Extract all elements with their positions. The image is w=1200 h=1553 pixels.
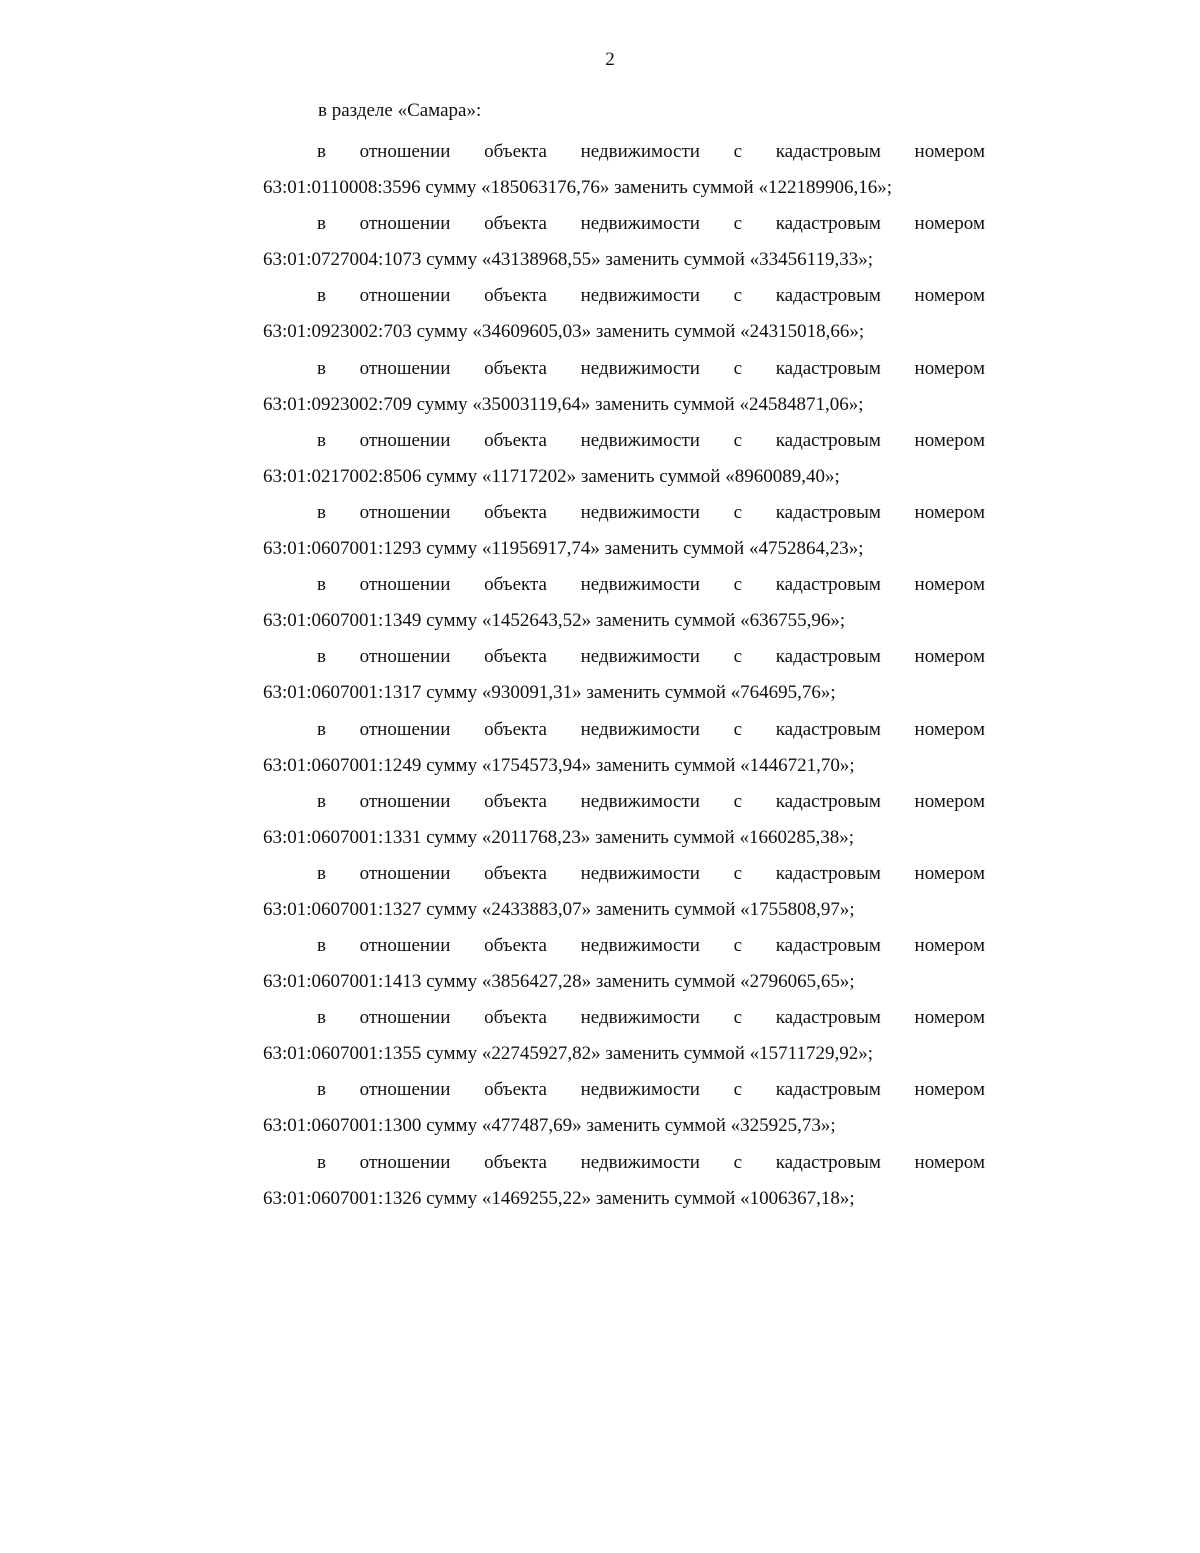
entry-text: 63:01:0607001:1327 сумму «2433883,07» заменить суммой «1755808,97»; — [263, 898, 855, 920]
list-item — [263, 567, 985, 639]
entry-intro-line: в отношении объекта недвижимости с кадастровым номером — [317, 213, 985, 235]
entry-text: 63:01:0607001:1317 сумму «930091,31» заменить суммой «764695,76»; — [263, 682, 836, 704]
entry-intro-line: в отношении объекта недвижимости с кадастровым номером — [317, 357, 985, 379]
entries-list — [263, 134, 985, 1217]
list-item — [263, 495, 985, 567]
entry-intro-line: в отношении объекта недвижимости с кадастровым номером — [317, 141, 985, 162]
list-item — [263, 639, 985, 711]
page-number: 2 — [605, 49, 615, 70]
entry-intro-line: в отношении объекта недвижимости с кадастровым номером — [317, 646, 985, 668]
section-heading: в разделе «Самара»: — [318, 100, 482, 121]
entry-text: 63:01:0923002:709 сумму «35003119,64» заменить суммой «24584871,06»; — [263, 393, 864, 415]
entry-text: 63:01:0217002:8506 сумму «11717202» заменить суммой «8960089,40»; — [263, 465, 840, 487]
entry-text: 63:01:0110008:3596 сумму «185063176,76» заменить суммой «122189906,16»; — [263, 177, 892, 198]
entry-intro-line: в отношении объекта недвижимости с кадастровым номером — [317, 862, 985, 884]
list-item — [263, 423, 985, 495]
entry-text: 63:01:0607001:1249 сумму «1754573,94» заменить суммой «1446721,70»; — [263, 754, 855, 776]
list-item — [263, 712, 985, 784]
list-item — [263, 784, 985, 856]
entry-intro-line: в отношении объекта недвижимости с кадастровым номером — [317, 501, 985, 523]
entry-text: 63:01:0727004:1073 сумму «43138968,55» заменить суммой «33456119,33»; — [263, 249, 873, 271]
list-item — [263, 278, 985, 350]
list-item — [263, 928, 985, 1000]
entry-text: 63:01:0607001:1326 сумму «1469255,22» заменить суммой «1006367,18»; — [263, 1187, 855, 1209]
list-item — [263, 351, 985, 423]
entry-text: 63:01:0923002:703 сумму «34609605,03» заменить суммой «24315018,66»; — [263, 321, 865, 343]
list-item — [263, 1072, 985, 1144]
entry-intro-line: в отношении объекта недвижимости с кадастровым номером — [317, 285, 985, 307]
entry-intro-line: в отношении объекта недвижимости с кадастровым номером — [317, 935, 985, 957]
entry-text: 63:01:0607001:1355 сумму «22745927,82» заменить суммой «15711729,92»; — [263, 1043, 873, 1065]
entry-text: 63:01:0607001:1293 сумму «11956917,74» заменить суммой «4752864,23»; — [263, 537, 864, 559]
entry-text: 63:01:0607001:1300 сумму «477487,69» заменить суммой «325925,73»; — [263, 1115, 836, 1137]
list-item — [263, 856, 985, 928]
entry-text: 63:01:0607001:1413 сумму «3856427,28» заменить суммой «2796065,65»; — [263, 971, 855, 993]
entry-intro-line: в отношении объекта недвижимости с кадастровым номером — [317, 1151, 985, 1173]
list-item — [263, 1145, 985, 1217]
entry-intro-line: в отношении объекта недвижимости с кадастровым номером — [317, 429, 985, 451]
entry-intro-line: в отношении объекта недвижимости с кадастровым номером — [317, 718, 985, 740]
entry-intro-line: в отношении объекта недвижимости с кадастровым номером — [317, 1007, 985, 1029]
entry-intro-line: в отношении объекта недвижимости с кадастровым номером — [317, 790, 985, 812]
entry-intro-line: в отношении объекта недвижимости с кадастровым номером — [317, 574, 985, 596]
list-item — [263, 206, 985, 278]
entry-intro-line: в отношении объекта недвижимости с кадастровым номером — [317, 1079, 985, 1101]
list-item — [263, 1000, 985, 1072]
entry-text: 63:01:0607001:1331 сумму «2011768,23» заменить суммой «1660285,38»; — [263, 826, 854, 848]
list-item — [263, 134, 985, 206]
entry-text: 63:01:0607001:1349 сумму «1452643,52» заменить суммой «636755,96»; — [263, 610, 846, 632]
